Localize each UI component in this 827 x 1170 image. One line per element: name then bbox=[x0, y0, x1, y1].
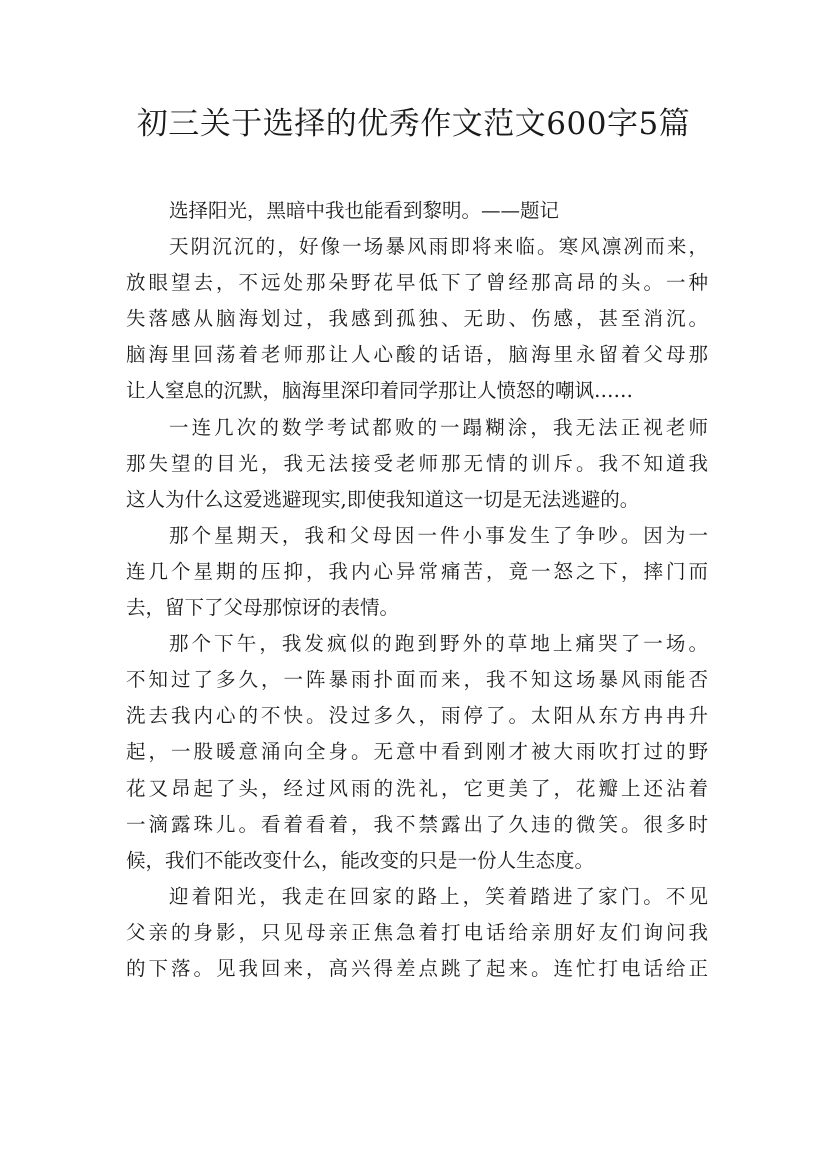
text-line: 那个星期天，我和父母因一件小事发生了争吵。因为一 bbox=[169, 523, 708, 547]
text-line: 花又昂起了头，经过风雨的洗礼，它更美了，花瓣上还沾着 bbox=[126, 776, 708, 800]
text-line: 的下落。见我回来，高兴得差点跳了起来。连忙打电话给正 bbox=[126, 956, 708, 980]
text-line: 候，我们不能改变什么，能改变的只是一份人生态度。 bbox=[126, 848, 595, 872]
text-line: 失落感从脑海划过，我感到孤独、无助、伤感，甚至消沉。 bbox=[126, 307, 708, 331]
paragraph bbox=[126, 518, 708, 626]
text-line: 迎着阳光，我走在回家的路上，笑着踏进了家门。不见 bbox=[169, 884, 708, 908]
text-line: 洗去我内心的不快。没过多久，雨停了。太阳从东方冉冉升 bbox=[126, 704, 708, 728]
text-line: 这人为什么这爱逃避现实,即使我知道这一切是无法逃避的。 bbox=[126, 487, 640, 511]
text-line: 放眼望去，不远处那朵野花早低下了曾经那高昂的头。一种 bbox=[126, 271, 708, 295]
text-line: 起，一股暖意涌向全身。无意中看到刚才被大雨吹打过的野 bbox=[126, 740, 708, 764]
text-line: 去，留下了父母那惊讶的表情。 bbox=[126, 596, 400, 620]
paragraph bbox=[126, 193, 708, 229]
paragraph bbox=[126, 879, 708, 987]
text-line: 脑海里回荡着老师那让人心酸的话语，脑海里永留着父母那 bbox=[126, 343, 708, 367]
document-body bbox=[126, 193, 708, 987]
paragraph bbox=[126, 626, 708, 879]
text-line: 不知过了多久，一阵暴雨扑面而来，我不知这场暴风雨能否 bbox=[126, 668, 708, 692]
text-line: 一滴露珠儿。看着看着，我不禁露出了久违的微笑。很多时 bbox=[126, 812, 708, 836]
text-line: 那失望的目光，我无法接受老师那无情的训斥。我不知道我 bbox=[126, 451, 708, 475]
paragraph bbox=[126, 410, 708, 518]
document-title: 初三关于选择的优秀作文范文600字5篇 bbox=[136, 106, 691, 142]
text-line: 选择阳光，黑暗中我也能看到黎明。——题记 bbox=[169, 199, 560, 222]
text-line: 天阴沉沉的，好像一场暴风雨即将来临。寒风凛冽而来， bbox=[169, 235, 708, 259]
text-line: 父亲的身影，只见母亲正焦急着打电话给亲朋好友们询问我 bbox=[126, 920, 708, 944]
text-line: 让人窒息的沉默，脑海里深印着同学那让人愤怒的嘲讽…… bbox=[126, 379, 634, 403]
paragraph bbox=[126, 229, 708, 409]
text-line: 一连几次的数学考试都败的一蹋糊涂，我无法正视老师 bbox=[169, 415, 708, 439]
text-line: 连几个星期的压抑，我内心异常痛苦，竟一怒之下，摔门而 bbox=[126, 559, 708, 583]
text-line: 那个下午，我发疯似的跑到野外的草地上痛哭了一场。 bbox=[169, 632, 708, 656]
